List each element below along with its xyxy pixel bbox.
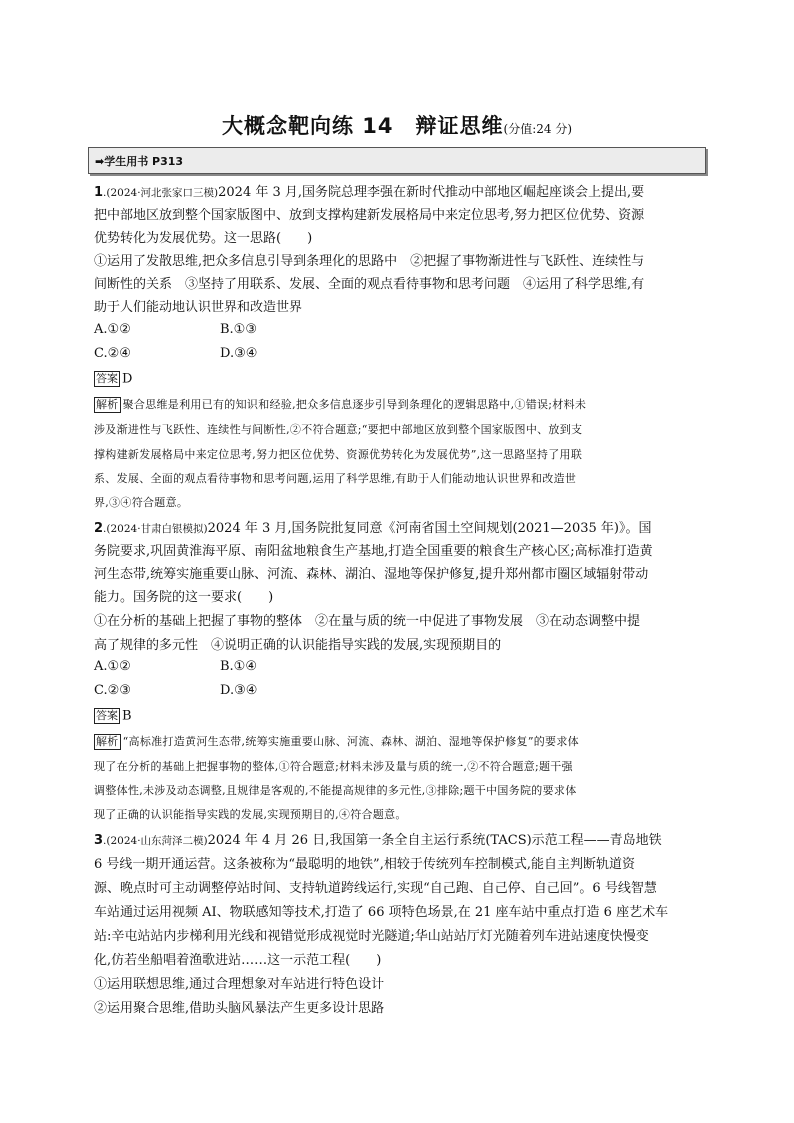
- q3-stem-line-4: 车站通过运用视频 AI、物联感知等技术,打造了 66 项特色场景,在 21 座车站中重点打造 6 座艺术车: [94, 905, 669, 920]
- q1-source: .(2024·河北张家口三模): [103, 187, 219, 199]
- q1-option-a: A.①②: [94, 322, 131, 337]
- q1-stem-text-1: 2024 年 3 月,国务院总理李强在新时代推动中部地区崛起座谈会上提出,要: [218, 185, 645, 200]
- q2-stem-line-1: [94, 517, 651, 536]
- q1-analysis-line-1: [94, 396, 586, 413]
- page-title-block: [0, 110, 794, 140]
- student-book-reference: ➡学生用书 P313: [95, 155, 184, 168]
- q2-source: .(2024·甘肃白银模拟): [103, 523, 208, 535]
- q3-stem-line-6: 化,仿若坐船唱着渔歌进站……这一示范工程( ): [94, 953, 382, 968]
- q3-stem-line-5: 站:辛屯站站内步梯利用光线和视错觉形成视觉时光隧道;华山站站厅灯光随着列车进站速度快慢变: [94, 929, 649, 944]
- q2-statement-line-2: 高了规律的多元性 ④说明正确的认识能指导实践的发展,实现预期目的: [94, 638, 502, 653]
- q1-statement-line-2: 间断性的关系 ③坚持了用联系、发展、全面的观点看待事物和思考问题 ④运用了科学思维,有: [94, 277, 645, 292]
- q3-statement-line-1: ①运用联想思维,通过合理想象对车站进行特色设计: [94, 977, 385, 992]
- q3-source: .(2024·山东菏泽二模): [103, 835, 208, 847]
- q1-option-b: B.①③: [220, 322, 257, 337]
- q1-analysis-line-3: 撑构建新发展格局中来定位思考,努力把区位优势、资源优势转化为发展优势”,这一思路坚持了用联: [94, 448, 583, 461]
- page-title: 大概念靶向练 14 辩证思维: [221, 114, 504, 138]
- q2-answer: B: [122, 708, 132, 724]
- q1-statement-line-1: ①运用了发散思维,把众多信息引导到条理化的思路中 ②把握了事物渐进性与飞跃性、连续性与: [94, 254, 645, 269]
- q2-analysis-text-1: “高标准打造黄河生态带,统筹实施重要山脉、河流、森林、湖泊、湿地等保护修复”的要求体: [122, 735, 579, 748]
- q2-analysis-line-3: 调整体性,未涉及动态调整,且规律是客观的,不能提高规律的多元性,③排除;题干中国务院的要求体: [94, 784, 577, 797]
- q1-stem-line-1: [94, 181, 644, 200]
- q3-statement-line-2: ②运用聚合思维,借助头脑风暴法产生更多设计思路: [94, 1001, 385, 1016]
- q1-analysis-tag: 解析: [96, 398, 119, 411]
- score-note: (分值:24 分): [503, 122, 573, 136]
- q2-option-c: C.②③: [94, 683, 131, 698]
- q1-analysis-line-2: 涉及渐进性与飞跃性、连续性与间断性,②不符合题意;“要把中部地区放到整个国家版图中、放到支: [94, 423, 583, 436]
- q1-statement-line-3: 助于人们能动地认识世界和改造世界: [94, 300, 303, 315]
- q2-analysis-line-2: 现了在分析的基础上把握事物的整体,①符合题意;材料未涉及量与质的统一,②不符合题意;题干强: [94, 760, 573, 773]
- q1-analysis-text-1: 聚合思维是利用已有的知识和经验,把众多信息逐步引导到条理化的逻辑思路中,①错误;材料未: [122, 398, 587, 411]
- q2-option-a: A.①②: [94, 659, 131, 674]
- student-book-bar: [88, 147, 706, 174]
- q2-stem-line-2: 务院要求,巩固黄淮海平原、南阳盆地粮食生产基地,打造全国重要的粮食生产核心区;高标准打造黄: [94, 544, 653, 559]
- q2-stem-line-4: 能力。国务院的这一要求( ): [94, 590, 274, 605]
- q1-answer-line: [94, 371, 132, 387]
- q3-number: 3: [94, 833, 104, 848]
- q1-stem-line-3: 优势转化为发展优势。这一思路( ): [94, 231, 313, 246]
- q1-stem-line-2: 把中部地区放到整个国家版图中、放到支撑构建新发展格局中来定位思考,努力把区位优势、资源: [94, 208, 645, 223]
- q3-stem-text-1: 2024 年 4 月 26 日,我国第一条全自主运行系统(TACS)示范工程——青岛地铁: [207, 833, 662, 848]
- q2-analysis-line-1: [94, 733, 579, 750]
- q1-analysis-line-4: 系、发展、全面的观点看待事物和思考问题,运用了科学思维,有助于人们能动地认识世界和改造世: [94, 472, 577, 485]
- q2-option-d: D.③④: [220, 683, 258, 698]
- q2-answer-line: [94, 708, 132, 724]
- q2-analysis-tag: 解析: [96, 735, 119, 748]
- q1-option-c: C.②④: [94, 346, 131, 361]
- q1-answer-tag: 答案: [96, 372, 118, 385]
- q3-stem-line-2: 6 号线一期开通运营。这条被称为“最聪明的地铁”,相较于传统列车控制模式,能自主判断轨道资: [94, 857, 635, 872]
- q2-stem-line-3: 河生态带,统筹实施重要山脉、河流、森林、湖泊、湿地等保护修复,提升郑州都市圈区域辐射带动: [94, 567, 649, 582]
- q1-option-d: D.③④: [220, 346, 258, 361]
- q1-number: 1: [94, 185, 104, 200]
- q2-option-b: B.①④: [220, 659, 257, 674]
- q3-stem-line-3: 源、晚点时可主动调整停站时间、支持轨道跨线运行,实现“自己跑、自己停、自己回”。6 号线智慧: [94, 881, 657, 896]
- q1-answer: D: [122, 371, 133, 387]
- q2-analysis-line-4: 现了正确的认识能指导实践的发展,实现预期目的,④符合题意。: [94, 808, 407, 821]
- q3-stem-line-1: [94, 829, 662, 848]
- q2-stem-text-1: 2024 年 3 月,国务院批复同意《河南省国土空间规划(2021—2035 年)》。国: [207, 521, 652, 536]
- q2-statement-line-1: ①在分析的基础上把握了事物的整体 ②在量与质的统一中促进了事物发展 ③在动态调整中提: [94, 614, 641, 629]
- q2-answer-tag: 答案: [96, 709, 118, 722]
- q2-number: 2: [94, 521, 104, 536]
- q1-analysis-line-5: 界,③④符合题意。: [94, 496, 189, 509]
